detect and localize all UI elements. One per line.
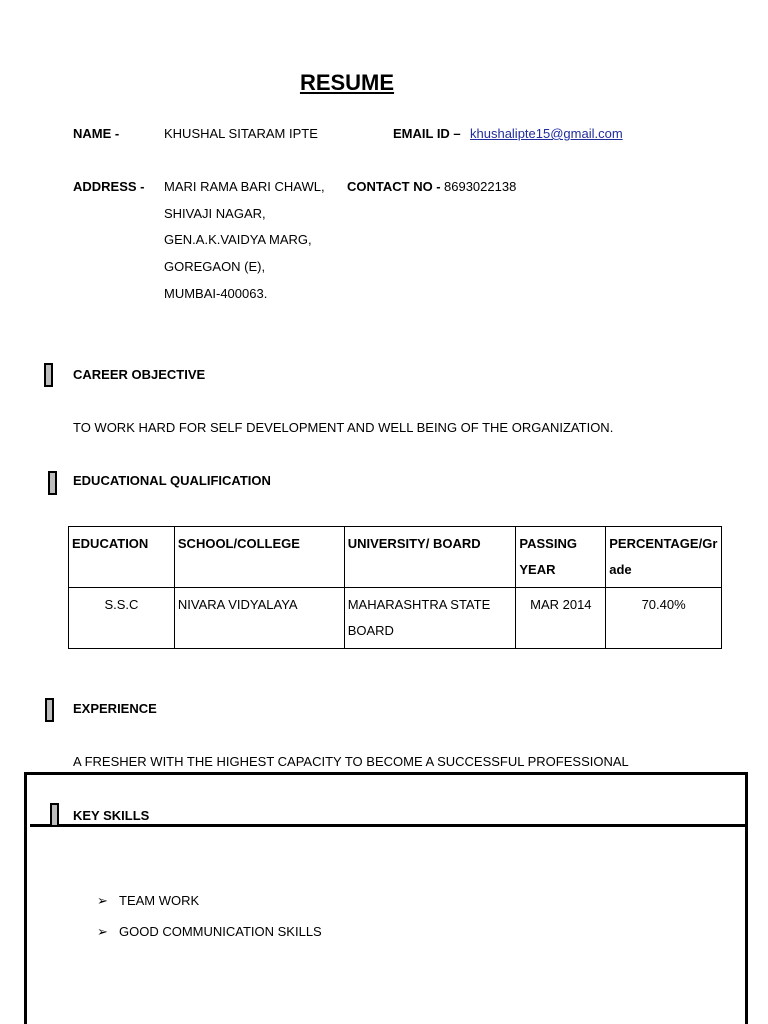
resume-title: RESUME <box>299 70 395 95</box>
name-value: KHUSHAL SITARAM IPTE <box>164 126 318 141</box>
contact-label: CONTACT NO - <box>347 179 441 194</box>
table-cell: MAHARASHTRA STATE BOARD <box>344 588 516 649</box>
career-objective-heading: CAREER OBJECTIVE <box>73 367 206 382</box>
skills-frame-left <box>24 772 27 1024</box>
table-cell: S.S.C <box>69 588 175 649</box>
skill-item: TEAM WORK <box>119 893 200 908</box>
skill-item: GOOD COMMUNICATION SKILLS <box>119 924 322 939</box>
table-header-cell: PERCENTAGE/Grade <box>606 527 722 588</box>
email-link[interactable]: khushalipte15@gmail.com <box>470 126 623 141</box>
table-cell: NIVARA VIDYALAYA <box>174 588 344 649</box>
skills-frame-right <box>745 772 748 1024</box>
skills-frame-divider <box>30 824 748 827</box>
experience-heading: EXPERIENCE <box>73 701 157 716</box>
section-bullet-icon <box>48 471 57 495</box>
table-header-cell: EDUCATION <box>69 527 175 588</box>
table-header-cell: PASSING YEAR <box>516 527 606 588</box>
table-cell: 70.40% <box>606 588 722 649</box>
section-bullet-icon <box>50 803 59 827</box>
experience-text: A FRESHER WITH THE HIGHEST CAPACITY TO BECOME A SUCCESSFUL PROFESSIONAL <box>73 754 629 769</box>
address-line: GOREGAON (E), <box>164 259 266 274</box>
email-label: EMAIL ID – <box>393 126 461 141</box>
section-bullet-icon <box>45 698 54 722</box>
address-line: GEN.A.K.VAIDYA MARG, <box>164 232 312 247</box>
education-table <box>68 526 722 649</box>
skills-frame-top <box>24 772 748 775</box>
name-label: NAME - <box>73 126 120 141</box>
table-cell: MAR 2014 <box>516 588 606 649</box>
address-line: MARI RAMA BARI CHAWL, <box>164 179 325 194</box>
arrow-bullet-icon: ➢ <box>97 924 108 939</box>
career-objective-text: TO WORK HARD FOR SELF DEVELOPMENT AND WELL BEING OF THE ORGANIZATION. <box>73 420 614 435</box>
key-skills-heading: KEY SKILLS <box>73 808 150 823</box>
contact-value: 8693022138 <box>444 179 517 194</box>
table-row <box>69 588 722 649</box>
education-heading: EDUCATIONAL QUALIFICATION <box>73 473 271 488</box>
address-line: MUMBAI-400063. <box>164 286 268 301</box>
table-header-cell: UNIVERSITY/ BOARD <box>344 527 516 588</box>
section-bullet-icon <box>44 363 53 387</box>
arrow-bullet-icon: ➢ <box>97 893 108 908</box>
address-line: SHIVAJI NAGAR, <box>164 206 266 221</box>
address-label: ADDRESS - <box>73 179 145 194</box>
table-header-cell: SCHOOL/COLLEGE <box>174 527 344 588</box>
table-header-row <box>69 527 722 588</box>
